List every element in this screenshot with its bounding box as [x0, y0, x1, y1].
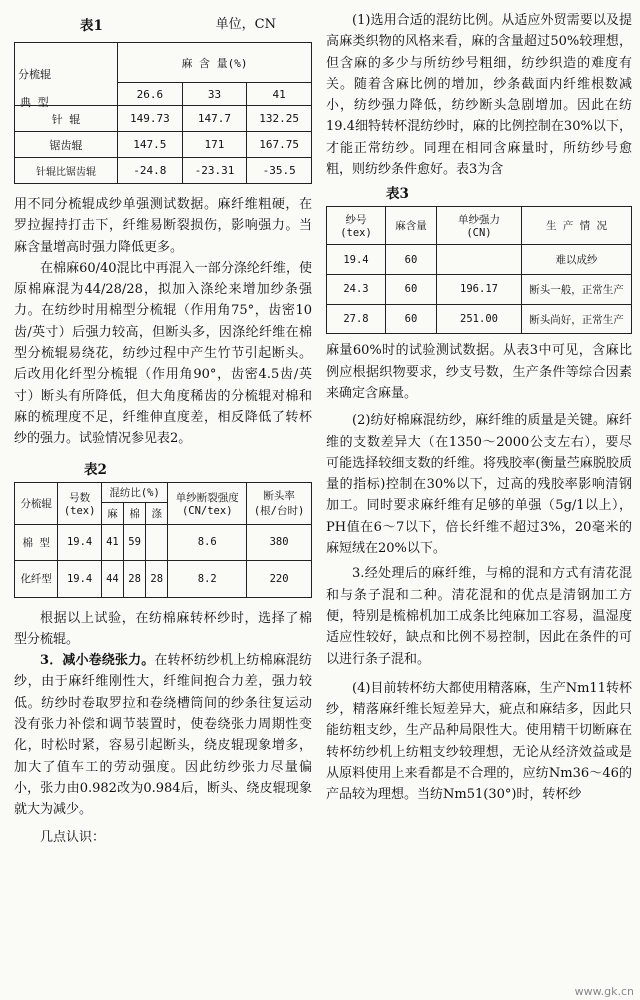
table1-header-group: 麻 含 量(%) — [118, 43, 312, 83]
table2 — [14, 458, 312, 598]
table-cell: 33 — [182, 83, 247, 106]
table-cell: 8.6 — [168, 524, 247, 561]
table2-header-strength: 单纱断裂强度 (CN/tex) — [168, 482, 247, 524]
table-row — [15, 106, 312, 132]
table-row — [327, 245, 632, 275]
table-cell: 8.2 — [168, 561, 247, 598]
table1-header-roller: 分梳辊 — [15, 43, 118, 106]
left-paragraph-3: 根据以上试验，在纺棉麻转杯纱时，选择了棉型分梳辊。 — [14, 610, 312, 647]
table1-row0-label: 典 型 — [20, 96, 49, 109]
table-cell: 27.8 — [327, 304, 386, 334]
table-row — [327, 304, 632, 334]
table-cell: 132.25 — [247, 106, 312, 132]
table-cell: 棉 型 — [15, 524, 58, 561]
table-cell: 断头尚好，正常生产 — [522, 304, 632, 334]
table-cell: 149.73 — [118, 106, 183, 132]
left-column — [14, 0, 312, 848]
table1-caption: 表1 — [80, 18, 103, 34]
table-cell: 19.4 — [58, 561, 102, 598]
section-heading: 3．减小卷绕张力。 — [40, 653, 155, 669]
right-paragraph-2: 麻量60%时的试验测试数据。从表3中可见，含麻比例应根据织物要求，纱支号数，生产条件等综合因素来确定含麻量。 — [326, 343, 632, 401]
table-cell: 251.00 — [437, 304, 522, 334]
table-cell: 难以成纱 — [522, 245, 632, 275]
table-cell: 60 — [386, 304, 437, 334]
table-cell: -35.5 — [247, 158, 312, 184]
table-cell: 44 — [101, 561, 123, 598]
table-row — [15, 132, 312, 158]
table-cell: 59 — [124, 524, 146, 561]
table-cell: 196.17 — [437, 275, 522, 305]
table-cell: 断头一般，正常生产 — [522, 275, 632, 305]
table-cell: 19.4 — [58, 524, 102, 561]
table-cell: 147.5 — [118, 132, 183, 158]
table2-caption: 表2 — [84, 461, 107, 478]
left-paragraph-2: 在棉麻60/40混比中再混入一部分涤纶纤维，使原棉麻混为44/28/28，拟加入涤纶来增加纱条强力。在纺纱时用棉型分梳辊（作用角75°，齿密10齿/英寸）后强力较高，但断头多，因涤纶纤维在棉型分梳辊易绕花，纺纱过程中产生竹节引起断头。后改用化纤型分梳辊（作用角90°，齿密4.5齿/英寸）断头有所降低，但大角度稀齿的分梳辊对棉和麻的梳理度不足，纤维伸直度差，相反降低了转杯纱的强力。试验情况参见表2。 — [14, 260, 312, 447]
table3-header-count: 纱号 (tex) — [327, 207, 386, 245]
table3 — [326, 182, 632, 334]
table3-header-ma: 麻含量 — [386, 207, 437, 245]
table-cell: 60 — [386, 245, 437, 275]
table-row — [15, 524, 312, 561]
table-cell: 41 — [101, 524, 123, 561]
table-cell: 60 — [386, 275, 437, 305]
table-row — [15, 561, 312, 598]
table-row — [15, 158, 312, 184]
left-paragraph-4 — [14, 650, 312, 820]
table-cell — [146, 524, 168, 561]
table3-header-status: 生 产 情 况 — [522, 207, 632, 245]
table2-header-count: 号数 (tex) — [58, 482, 102, 524]
table-cell: 19.4 — [327, 245, 386, 275]
table1-unit: 单位，CN — [215, 17, 276, 32]
watermark: www.gk.cn — [574, 985, 634, 998]
table-cell — [437, 245, 522, 275]
table2-header-blend: 混纺比(%) — [101, 482, 167, 502]
table2-header-ma: 麻 — [101, 502, 123, 524]
table-cell: -23.31 — [182, 158, 247, 184]
right-paragraph-5: (4)目前转杯纺大都使用精落麻，生产Nm11转杯纱，精落麻纤维长短差异大，疵点和麻结多，因此只能纺粗支纱，生产品种局限性大。使用精干切断麻在转杯纺纱机上纺粗支纱较理想，无论从经济效益或是从原料使用上来看都是不合理的，应纺Nm36～46的产品较为理想。当纺Nm51(30°)时，转杯纱 — [326, 680, 632, 803]
right-column — [326, 0, 632, 806]
left-paragraph-4-body: 在转杯纺纱机上纺棉麻混纺纱，由于麻纤维刚性大，纤维间抱合力差，强力较低。纺纱时卷取罗拉和卷绕槽筒间的纱条往复运动没有张力补偿和调节装置时，使卷绕张力周期性变化，时松时紧，容易引起断头，绕皮辊现象增多，加大了值车工的劳动强度。因此纺纱张力尽量偏小，张力由0.982改为0.984后，断头、绕皮辊现象就大为减少。 — [14, 653, 312, 818]
table1 — [14, 14, 312, 184]
table-cell: 380 — [247, 524, 312, 561]
table-cell: 锯齿辊 — [15, 132, 118, 158]
table-cell: -24.8 — [118, 158, 183, 184]
table2-header-mian: 棉 — [124, 502, 146, 524]
table-cell: 针辊比锯齿辊 — [15, 158, 118, 184]
table-cell: 化纤型 — [15, 561, 58, 598]
table3-header-strength: 单纱强力 (CN) — [437, 207, 522, 245]
table2-header-di: 涤 — [146, 502, 168, 524]
table2-header-break: 断头率 (根/台时) — [247, 482, 312, 524]
right-paragraph-1: (1)选用合适的混纺比例。从适应外贸需要以及提高麻类织物的风格来看，麻的含量超过50%较理想，但含麻的多少与所纺纱号粗细，纺纱织造的难度有关。随着含麻比例的增加，纱条截面内纤维根数减小，纺纱强力降低，纺纱断头急剧增加。因此在纺19.4细特转杯混纺纱时，麻的比例控制在30%以下，才能正常纺纱。同理在相同含麻量时，所纺纱号愈粗，则纺纱条件愈好。表3为含 — [326, 13, 632, 178]
table-cell: 167.75 — [247, 132, 312, 158]
table-cell: 针 辊 — [15, 106, 118, 132]
table-cell: 28 — [124, 561, 146, 598]
left-paragraph-5: 几点认识： — [40, 829, 106, 845]
table3-caption: 表3 — [386, 186, 409, 203]
table-cell: 171 — [182, 132, 247, 158]
table-cell: 24.3 — [327, 275, 386, 305]
table-row — [327, 275, 632, 305]
table-cell: 26.6 — [118, 83, 183, 106]
left-paragraph-1: 用不同分梳辊成纱单强测试数据。麻纤维粗硬，在罗拉握持打击下，纤维易断裂损伤，影响强力。当麻含量增高时强力降低更多。 — [14, 197, 312, 255]
table-cell: 147.7 — [182, 106, 247, 132]
table-cell: 220 — [247, 561, 312, 598]
right-paragraph-4: 3.经处理后的麻纤维，与棉的混和方式有清花混和与条子混和二种。清花混和的优点是清钢加工方便，特别是梳棉机加工成条比纯麻加工容易，温湿度适应性较好，缺点和比例不易控制，因此在条件的可以进行条子混和。 — [326, 566, 632, 667]
right-paragraph-3: (2)纺好棉麻混纺纱，麻纤维的质量是关键。麻纤维的支数差异大（在1350～2000公支左右），要尽可能选择较细支数的纤维。将残胶率(衡量苎麻脱胶质量的指标)控制在30%以下，过高的残胶率影响清钢加工。同时要求麻纤维有足够的单强（5g/1以上），PH值在6～7以下，倍长纤维不超过3%，20毫米的麻短绒在20%以下。 — [326, 413, 632, 557]
table-cell: 28 — [146, 561, 168, 598]
table2-header-roller: 分梳辊 — [15, 482, 58, 524]
table-cell: 41 — [247, 83, 312, 106]
